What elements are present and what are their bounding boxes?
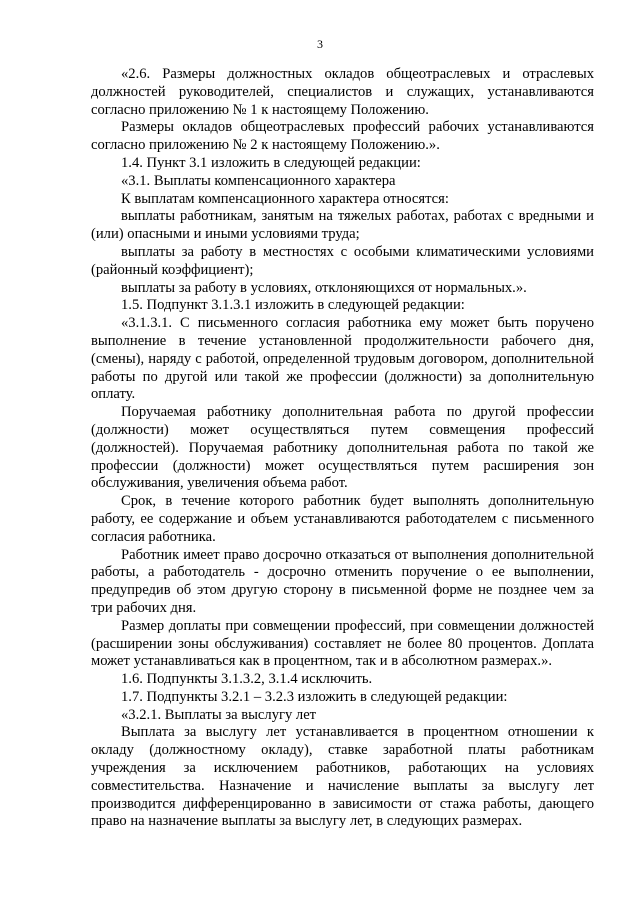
paragraph-worker-salaries: Размеры окладов общеотраслевых профессий рабочих устанавливаются согласно приложению № 2 к настоящему Положению.». xyxy=(91,119,594,154)
paragraph-compensation-intro: К выплатам компенсационного характера относятся: xyxy=(121,190,449,207)
paragraph-length-of-service: Выплата за выслугу лет устанавливается в процентном отношении к окладу (должностному окладу), ставке заработной платы работникам учреждения за исключением работников, работающих на условиях совместительства. Назначение и начисление выплаты за выслугу лет производится дифференцированно в зависимости от стажа работы, дающего право на назначение выплаты за выслугу лет, в следующих размерах. xyxy=(91,724,594,830)
paragraph-2-6: «2.6. Размеры должностных окладов общеотраслевых и отраслевых должностей руководителей, специалистов и служащих, устанавливаются согласно приложению № 1 к настоящему Положению. xyxy=(91,66,594,118)
paragraph-term-of-work: Срок, в течение которого работник будет выполнять дополнительную работу, ее содержание и объем устанавливаются работодателем с письменного согласия работника. xyxy=(91,493,594,545)
paragraph-3-1-3-1: «3.1.3.1. С письменного согласия работника ему может быть поручено выполнение в течение установленной продолжительности рабочего дня, (смены), наряду с работой, определенной трудовым договором, дополнительной работы по другой или такой же профессии (должности) за дополнительную оплату. xyxy=(91,315,594,403)
paragraph-3-1-heading: «3.1. Выплаты компенсационного характера xyxy=(121,172,396,189)
paragraph-climate-payments: выплаты за работу в местностях с особыми климатическими условиями (районный коэффициент); xyxy=(91,243,594,278)
paragraph-1-6: 1.6. Подпункты 3.1.3.2, 3.1.4 исключить. xyxy=(121,671,373,688)
page-number: 3 xyxy=(317,37,323,51)
paragraph-hazard-payments: выплаты работникам, занятым на тяжелых работах, работах с вредными и (или) опасными и иными условиями труда; xyxy=(91,208,594,243)
paragraph-additional-work: Поручаемая работнику дополнительная работа по другой профессии (должности) может осуществляться путем совмещения профессий (должностей). Поручаемая работнику дополнительная работа по такой же профессии (должности) может осуществляться путем расширения зон обслуживания, увеличения объема работ. xyxy=(91,404,594,492)
paragraph-early-refusal: Работник имеет право досрочно отказаться от выполнения дополнительной работы, а работодатель - досрочно отменить поручение о ее выполнении, предупредив об этом другую сторону в письменной форме не позднее чем за три рабочих дня. xyxy=(91,546,594,616)
paragraph-surcharge-size: Размер доплаты при совмещении профессий, при совмещении должностей (расширении зоны обслуживания) составляет не более 80 процентов. Доплата может устанавливаться как в процентном, так и в абсолютном размерах.». xyxy=(91,617,594,670)
paragraph-3-2-1-heading: «3.2.1. Выплаты за выслугу лет xyxy=(121,706,317,723)
paragraph-abnormal-conditions: выплаты за работу в условиях, отклоняющихся от нормальных.». xyxy=(121,279,527,296)
paragraph-1-5: 1.5. Подпункт 3.1.3.1 изложить в следующей редакции: xyxy=(121,297,465,314)
paragraph-1-4: 1.4. Пункт 3.1 изложить в следующей редакции: xyxy=(121,154,421,171)
document-body xyxy=(91,66,594,831)
paragraph-1-7: 1.7. Подпункты 3.2.1 – 3.2.3 изложить в следующей редакции: xyxy=(121,688,508,705)
